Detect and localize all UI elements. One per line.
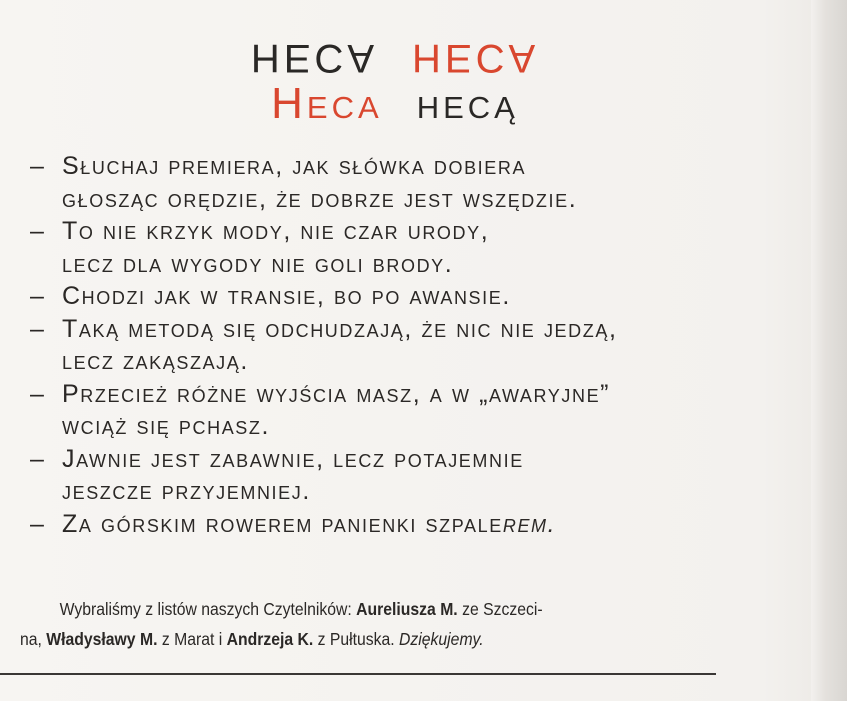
- editor-note-line-2: na, Władysławy M. z Marat i Andrzeja K. z Pułtuska. Dziękujemy.: [20, 629, 484, 649]
- verse-line: – Chodzi jak w transie, bo po awansie.: [30, 282, 511, 310]
- title-block: [0, 34, 790, 130]
- mirrored-title: [0, 34, 790, 82]
- verse-line: wciąż się pchasz.: [62, 412, 271, 440]
- verse-line: – To nie krzyk mody, nie czar urody,: [30, 217, 490, 245]
- verse-line: – Za górskim rowerem panienki szpalerem.: [30, 509, 557, 538]
- editor-note: [20, 594, 730, 654]
- verse-line: – Taką metodą się odchudzają, że nic nie jedzą,: [30, 314, 618, 343]
- reader-name: Andrzeja K.: [226, 629, 314, 649]
- reader-name: Aureliusza M.: [356, 599, 458, 619]
- page-title-left: Heca: [271, 79, 383, 128]
- verse-line: – Przecież różne wyjścia masz, a w „awaryjne”: [30, 379, 611, 408]
- reader-name: Władysławy M.: [46, 629, 158, 649]
- verse-line: – Jawnie jest zabawnie, lecz potajemnie: [30, 444, 524, 473]
- verse-line: lecz dla wygody nie goli brody.: [62, 249, 454, 278]
- verse-line: lecz zakąszają.: [62, 347, 249, 375]
- verse-list: [30, 150, 790, 540]
- page-spine-shadow: [811, 0, 847, 701]
- bottom-rule: [0, 673, 716, 675]
- verse-line: głosząc orędzie, że dobrze jest wszędzie.: [62, 184, 578, 213]
- mirrored-title-left: HECA: [250, 36, 378, 80]
- verse-line: jeszcze przyjemniej.: [62, 477, 311, 505]
- mirrored-title-right: HECA: [412, 36, 540, 80]
- editor-note-line-1: Wybraliśmy z listów naszych Czytelników: Aureliusza M. ze Szczeci-: [59, 599, 543, 619]
- page-title: [0, 78, 790, 130]
- verse-line: – Słuchaj premiera, jak słówka dobiera: [30, 152, 527, 180]
- page-title-right: hecą: [416, 79, 519, 128]
- thanks-text: Dziękujemy.: [399, 629, 484, 649]
